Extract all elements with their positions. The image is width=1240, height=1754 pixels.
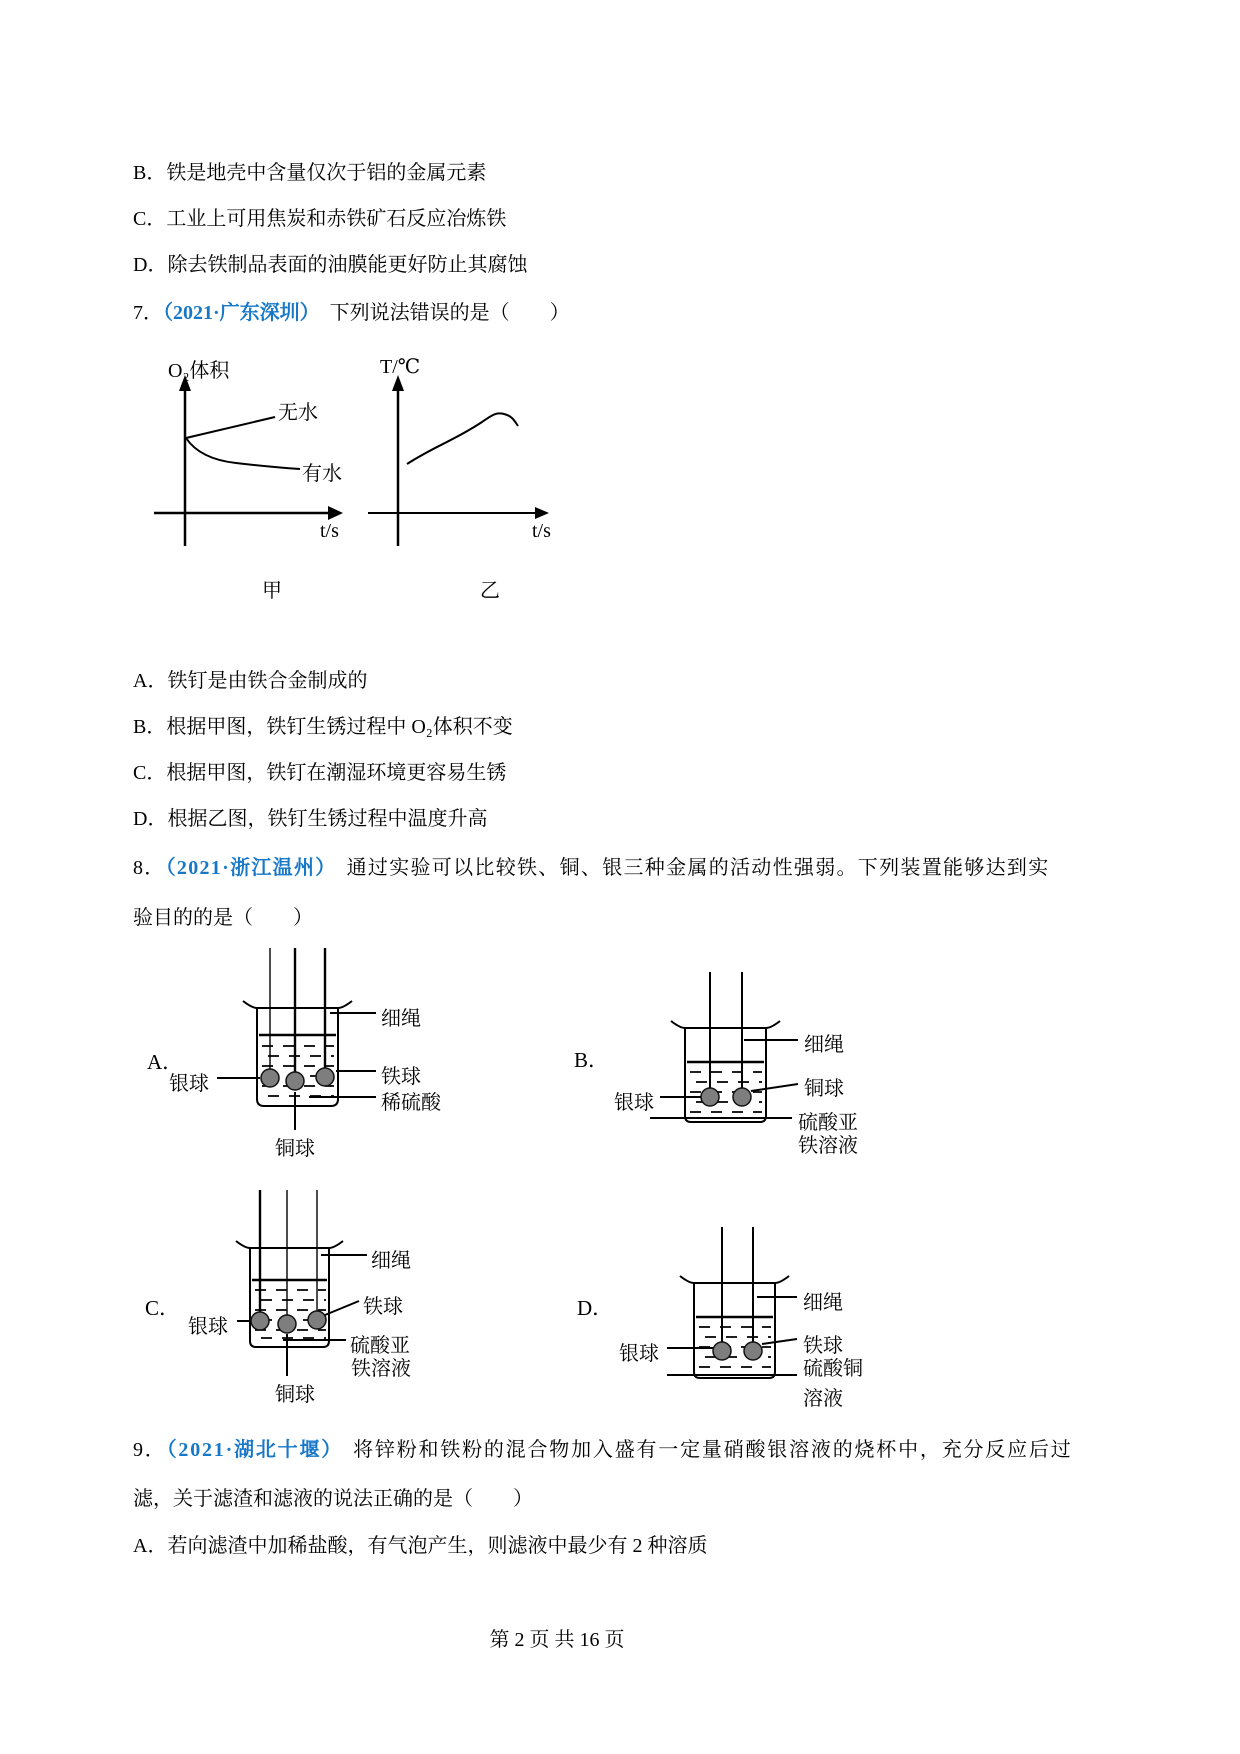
- prev-option-d: D．除去铁制品表面的油膜能更好防止其腐蚀: [133, 254, 528, 276]
- copper-ball-label: 铜球: [275, 1138, 315, 1160]
- question-9-stem-line2: 滤，关于滤渣和滤液的说法正确的是（ ）: [133, 1488, 533, 1510]
- q9-option-a: A．若向滤渣中加稀盐酸，有气泡产生，则滤液中最少有 2 种溶质: [133, 1535, 708, 1557]
- metal-balls: [251, 1311, 326, 1333]
- jia-caption: 甲: [262, 580, 282, 602]
- apparatus-diagram-a: [133, 940, 463, 1162]
- silver-ball: [251, 1312, 269, 1330]
- question-9-number: 9．: [133, 1439, 167, 1461]
- iron-ball-label: 铁球: [363, 1296, 403, 1318]
- question-7-text: 下列说法错误的是（ ）: [329, 302, 570, 324]
- dilute-sulfuric-acid-label: 稀硫酸: [381, 1092, 441, 1114]
- yi-temperature-curve: [407, 413, 518, 464]
- yi-x-arrow: [535, 507, 549, 519]
- iron-ball-label: 铁球: [803, 1335, 843, 1357]
- question-9-source-tag: （2021·湖北十堰）: [166, 1439, 344, 1461]
- graphs-svg: [140, 350, 600, 622]
- question-7-source-tag: （2021·广东深圳）: [163, 302, 320, 324]
- q7-option-b: B．根据甲图，铁钉生锈过程中 O₂体积不变: [133, 716, 513, 738]
- copper-ball-label: 铜球: [275, 1384, 315, 1406]
- silver-ball-label: 银球: [188, 1316, 228, 1338]
- beaker-rim: [671, 1021, 780, 1028]
- beaker-body: [685, 1028, 766, 1122]
- jia-x-arrow: [328, 506, 343, 520]
- apparatus-diagram-c: [133, 1180, 463, 1410]
- ferrous-sulfate-label-line2: 铁溶液: [798, 1135, 858, 1157]
- metal-balls: [261, 1068, 334, 1090]
- jia-x-axis-label: t/s: [320, 520, 339, 542]
- jia-y-axis-label: O₂体积: [168, 360, 230, 382]
- iron-ball: [316, 1068, 334, 1086]
- ferrous-sulfate-label-line1: 硫酸亚: [798, 1112, 858, 1134]
- page-footer: 第 2 页 共 16 页: [489, 1629, 625, 1651]
- leader-iron-ball: [325, 1301, 359, 1315]
- question-8-stem-line2: 验目的的是（ ）: [133, 907, 313, 929]
- copper-sulfate-label-line1: 硫酸铜: [803, 1358, 863, 1380]
- string-label: 细绳: [804, 1034, 844, 1056]
- metal-balls: [701, 1088, 751, 1106]
- silver-ball-label: 银球: [169, 1073, 209, 1095]
- diagram-a-letter: A．: [147, 1050, 184, 1074]
- ferrous-sulfate-label-line2: 铁溶液: [351, 1358, 411, 1380]
- axis-arrowheads: [179, 375, 549, 520]
- question-8-source-tag: （2021·浙江温州）: [165, 857, 337, 879]
- question-7-graphs: [140, 350, 600, 622]
- beaker-rim: [243, 1001, 352, 1008]
- leader-copper-ball: [751, 1084, 798, 1091]
- liquid-dashes: [690, 1072, 762, 1112]
- diagram-d-letter: D．: [577, 1296, 614, 1320]
- leader-iron-ball: [762, 1339, 797, 1344]
- prev-option-b: B．铁是地壳中含量仅次于铝的金属元素: [133, 162, 487, 184]
- q7-option-c: C．根据甲图，铁钉在潮湿环境更容易生锈: [133, 762, 507, 784]
- silver-ball: [713, 1342, 731, 1360]
- question-8-stem-line1: [133, 855, 1050, 881]
- silver-ball-label: 银球: [614, 1092, 654, 1114]
- copper-ball: [733, 1088, 751, 1106]
- yi-y-axis-label: T/℃: [380, 356, 421, 378]
- iron-ball: [744, 1342, 762, 1360]
- jia-series-wet-label: 有水: [302, 463, 342, 485]
- string-label: 细绳: [803, 1292, 843, 1314]
- question-7-stem: [133, 300, 570, 326]
- diagram-b-letter: B．: [574, 1048, 610, 1072]
- prev-option-c: C．工业上可用焦炭和赤铁矿石反应冶炼铁: [133, 208, 507, 230]
- yi-caption: 乙: [480, 580, 500, 602]
- copper-sulfate-label-line2: 溶液: [803, 1388, 843, 1410]
- jia-curve-dry: [186, 417, 275, 438]
- diagram-c-letter: C．: [145, 1296, 181, 1320]
- q7-option-d: D．根据乙图，铁钉生锈过程中温度升高: [133, 808, 488, 830]
- apparatus-diagram-d: [517, 1220, 897, 1430]
- copper-ball: [278, 1315, 296, 1333]
- iron-ball-label: 铁球: [381, 1066, 421, 1088]
- q7-option-a: A．铁钉是由铁合金制成的: [133, 670, 368, 692]
- yi-x-axis-label: t/s: [532, 520, 551, 542]
- question-8-number: 8．: [133, 857, 166, 879]
- silver-ball-label: 银球: [619, 1343, 659, 1365]
- beaker-rim: [680, 1276, 789, 1283]
- metal-balls: [713, 1342, 762, 1360]
- string-label: 细绳: [371, 1250, 411, 1272]
- question-8-text-line1: 通过实验可以比较铁、铜、银三种金属的活动性强弱。下列装置能够达到实: [346, 857, 1050, 879]
- silver-ball: [261, 1069, 279, 1087]
- copper-ball: [286, 1072, 304, 1090]
- leader-lines: [667, 1297, 797, 1375]
- jia-curve-wet: [186, 438, 300, 469]
- question-9-text-line1: 将锌粉和铁粉的混合物加入盛有一定量硝酸银溶液的烧杯中，充分反应后过: [353, 1439, 1073, 1461]
- copper-ball-label: 铜球: [804, 1078, 844, 1100]
- question-7-number: 7．: [133, 302, 163, 324]
- leader-lines: [650, 1040, 798, 1118]
- beaker-c-svg: [133, 1180, 463, 1410]
- beaker-rim: [236, 1241, 343, 1248]
- silver-ball: [701, 1088, 719, 1106]
- iron-ball: [308, 1311, 326, 1329]
- question-9-stem-line1: [133, 1437, 1073, 1463]
- ferrous-sulfate-label-line1: 硫酸亚: [350, 1335, 410, 1357]
- apparatus-diagram-b: [510, 960, 880, 1170]
- jia-series-dry-label: 无水: [278, 402, 318, 424]
- string-label: 细绳: [381, 1008, 421, 1030]
